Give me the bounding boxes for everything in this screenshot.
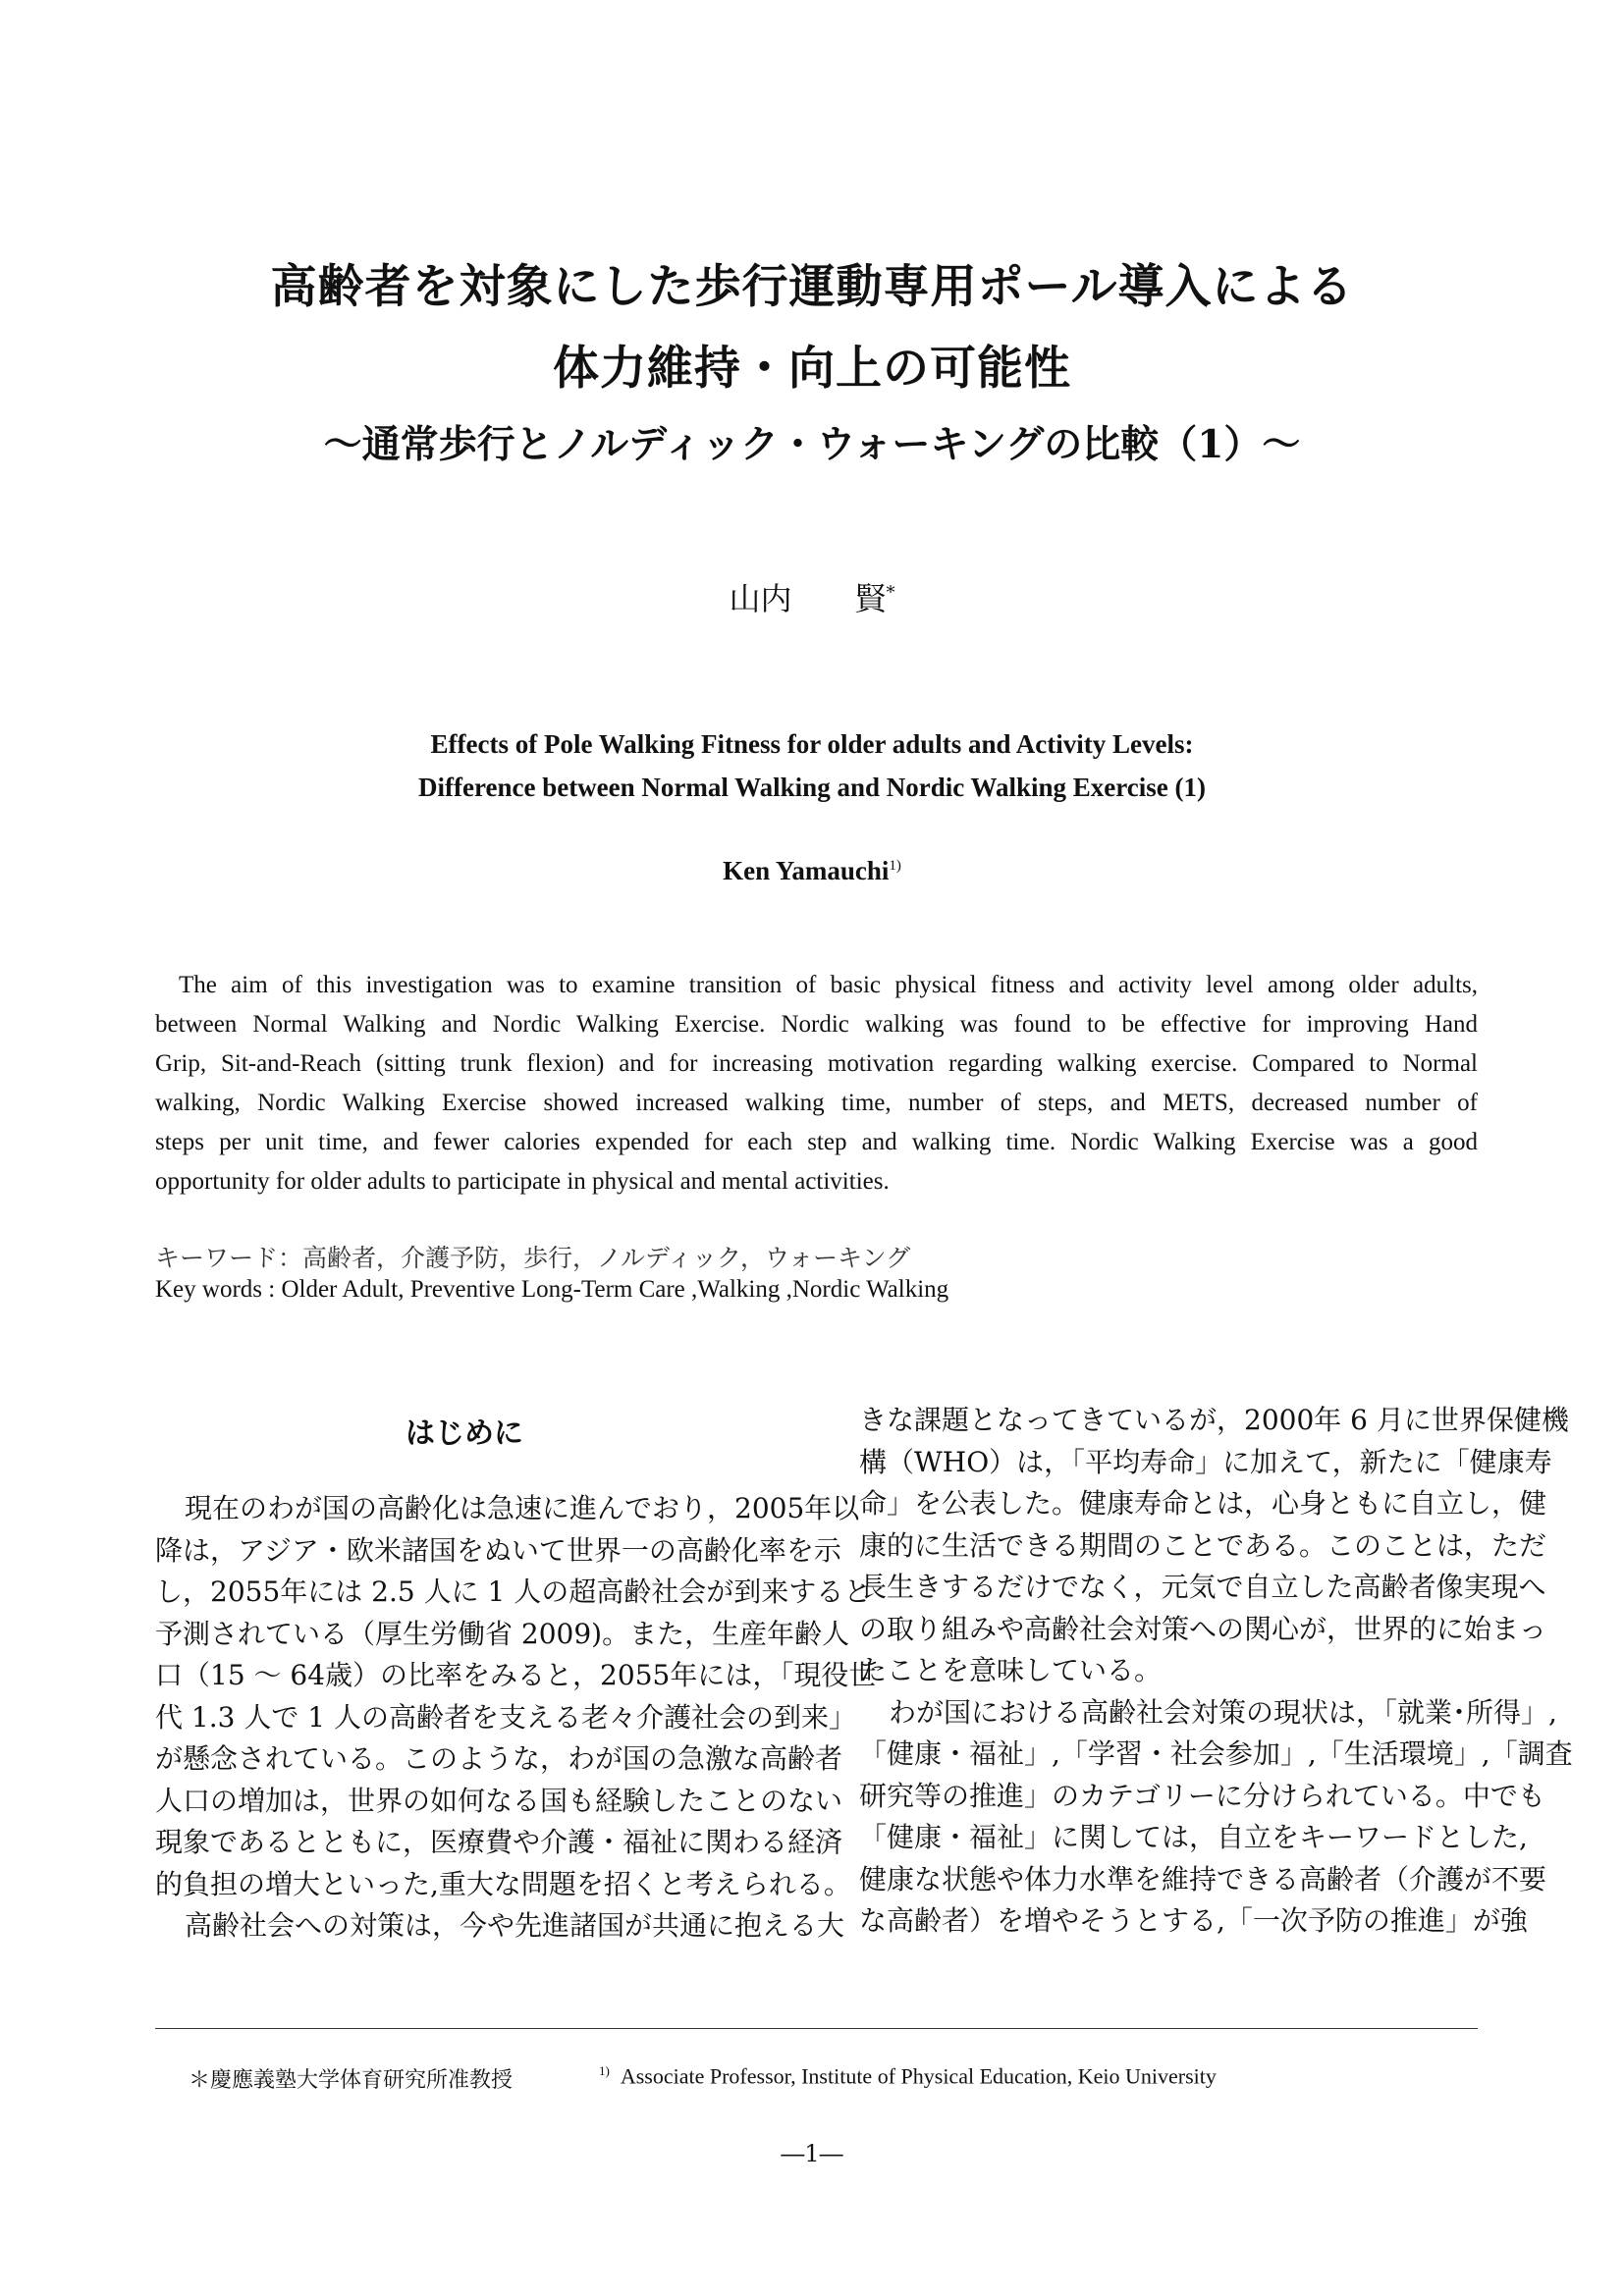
abstract-line: walking, Nordic Walking Exercise showed increased walking time, number of steps, and METS, decreased number of (155, 1090, 1478, 1116)
body-line: 「健康・福祉」,「学習・社会参加」,「生活環境」,「調査 (859, 1737, 1573, 1770)
body-line: 健康な状態や体力水準を維持できる高齢者（介護が不要 (859, 1862, 1547, 1896)
abstract-line: The aim of this investigation was to examine transition of basic physical fitness and activity level among older adults, (179, 972, 1478, 998)
abstract-line: opportunity for older adults to participate in physical and mental activities. (155, 1168, 890, 1195)
author-name-en: Ken Yamauchi (723, 856, 890, 885)
body-line: 構（WHO）は，「平均寿命」に加えて，新たに「健康寿 (859, 1445, 1552, 1478)
abstract (155, 966, 1478, 1201)
body-line: きな課題となってきているが，2000年 6 月に世界保健機 (859, 1404, 1569, 1436)
japanese-author (0, 574, 1624, 619)
author-en-mark: 1) (889, 858, 901, 874)
english-title-line1: Effects of Pole Walking Fitness for older adults and Activity Levels: (430, 729, 1194, 759)
abstract-line: steps per unit time, and fewer calories expended for each step and walking time. Nordic Walking Exercise was a good (155, 1129, 1478, 1155)
body-line: 口（15 ～ 64歳）の比率をみると，2055年には，「現役世 (155, 1659, 877, 1691)
body-line: 「健康・福祉」に関しては，自立をキーワードとした, (859, 1821, 1528, 1853)
body-line: の取り組みや高齢社会対策への関心が，世界的に始まっ (859, 1612, 1547, 1645)
keywords-japanese: キーワード：高齢者，介護予防，歩行，ノルディック，ウォーキング (155, 1244, 911, 1272)
author-name-ja: 山内 賢 (729, 580, 887, 617)
body-line: 人口の増加は，世界の如何なる国も経験したことのない (155, 1784, 843, 1817)
body-line: 高齢社会への対策は，今や先進諸国が共通に抱える大 (185, 1909, 845, 1942)
body-line: が懸念されている。このような，わが国の急激な高齢者 (155, 1742, 843, 1775)
body-line: たことを意味している。 (859, 1654, 1163, 1686)
abstract-line: Grip, Sit-and-Reach (sitting trunk flexion) and for increasing motivation regarding walking exercise. Compared to Normal (155, 1050, 1478, 1077)
footnote-divider (155, 2028, 1478, 2029)
keywords-english: Key words : Older Adult, Preventive Long-Term Care ,Walking ,Nordic Walking (155, 1276, 949, 1303)
body-line: 降は，アジア・欧米諸国をぬいて世界一の高齢化率を示 (155, 1533, 841, 1567)
footnote-japanese: ＊慶應義塾大学体育研究所准教授 (189, 2068, 514, 2093)
japanese-title-line1: 高齢者を対象にした歩行運動専用ポール導入による (270, 260, 1354, 314)
left-column (155, 1488, 877, 1948)
body-line: 研究等の推進」のカテゴリーに分けられている。中でも (859, 1779, 1545, 1812)
japanese-subtitle: ～通常歩行とノルディック・ウォーキングの比較（1）～ (323, 422, 1301, 467)
abstract-line: between Normal Walking and Nordic Walking Exercise. Nordic walking was found to be effective for improving Hand (155, 1011, 1478, 1038)
body-line: 現在のわが国の高齢化は急速に進んでおり，2005年以 (185, 1492, 860, 1524)
body-line: 現象であるとともに，医療費や介護・福祉に関わる経済 (155, 1826, 843, 1858)
author-affiliation-mark: * (886, 582, 895, 604)
japanese-title-line2: 体力維持・向上の可能性 (553, 342, 1071, 396)
footnote-english (599, 2063, 1217, 2089)
english-title-line2: Difference between Normal Walking and Nordic Walking Exercise (1) (418, 773, 1206, 802)
body-line: わが国における高齢社会対策の現状は，「就業･所得」, (889, 1695, 1557, 1729)
body-line: 命」を公表した。健康寿命とは，心身ともに自立し，健 (859, 1487, 1547, 1520)
footnote-english-text: Associate Professor, Institute of Physical Education, Keio University (620, 2063, 1217, 2089)
body-line: し，2055年には 2.5 人に 1 人の超高齢社会が到来すると (155, 1575, 872, 1608)
body-line: 予測されている（厚生労働省 2009)。また，生産年齢人 (155, 1617, 850, 1650)
page-number: ―1― (781, 2140, 843, 2167)
body-line: 的負担の増大といった,重大な問題を招くと考えられる。 (155, 1867, 851, 1900)
section-heading: はじめに (406, 1416, 523, 1451)
body-line: 康的に生活できる期間のことである。このことは，ただ (859, 1528, 1547, 1562)
body-line: 長生きするだけでなく，元気で自立した高齢者像実現へ (859, 1571, 1546, 1603)
body-line: な高齢者）を増やそうとする,「一次予防の推進」が強 (859, 1904, 1528, 1937)
english-author (0, 856, 1624, 886)
footnote-mark: 1) (599, 2063, 610, 2078)
body-line: 代 1.3 人で 1 人の高齢者を支える老々介護社会の到来」 (155, 1700, 856, 1734)
right-column (859, 1400, 1573, 1943)
